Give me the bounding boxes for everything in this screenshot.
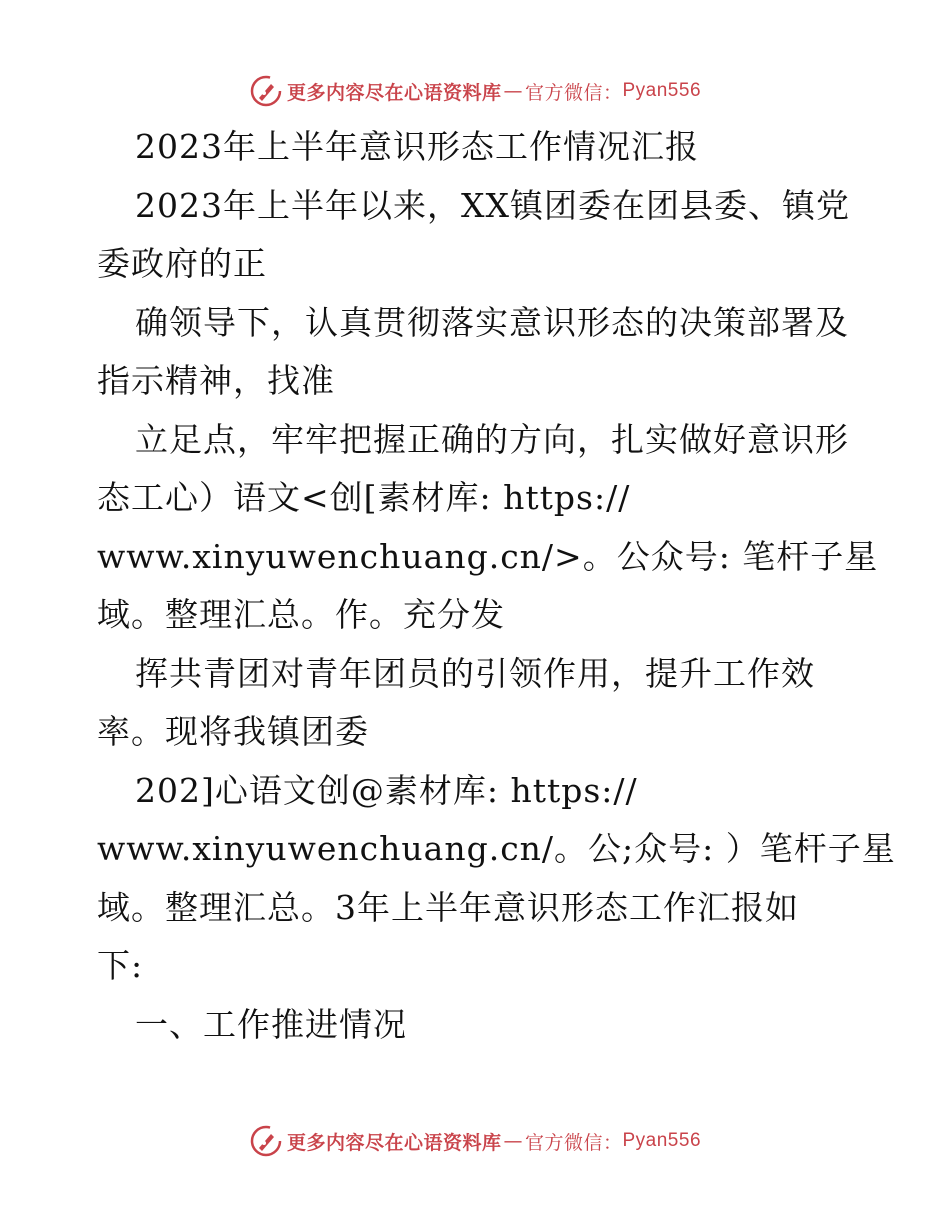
header-wechat-id: Pyan556 bbox=[622, 80, 702, 101]
body-line: 域。整理汇总。作。充分发 bbox=[97, 595, 505, 634]
body-line: 立足点，牢牢把握正确的方向，扎实做好意识形 bbox=[135, 419, 849, 459]
header-banner bbox=[0, 72, 950, 110]
pen-logo-icon bbox=[249, 1124, 283, 1158]
body-line: 指示精神，找准 bbox=[97, 361, 335, 400]
header-wechat-label: 官方微信： bbox=[524, 81, 623, 104]
body-line: www.xinyuwenchuang.cn/。公;众号: ）笔杆子星 bbox=[97, 829, 896, 868]
footer-dash: — bbox=[503, 1130, 523, 1152]
footer-banner bbox=[0, 1122, 950, 1160]
body-line: 挥共青团对青年团员的引领作用，提升工作效 bbox=[135, 653, 815, 693]
body-line: 态工心）语文<创[素材库: https:// bbox=[97, 478, 631, 517]
footer-wechat-label: 官方微信： bbox=[524, 1131, 623, 1154]
body-line: 202]心语文创@素材库: https:// bbox=[135, 770, 638, 810]
section-heading: 一、工作推进情况 bbox=[135, 1004, 407, 1044]
body-line: www.xinyuwenchuang.cn/>。公众号: 笔杆子星 bbox=[97, 536, 879, 576]
body-line: 率。现将我镇团委 bbox=[97, 712, 369, 751]
header-site-name: 更多内容尽在心语资料库 bbox=[286, 81, 502, 104]
footer-wechat-id: Pyan556 bbox=[622, 1130, 702, 1151]
header-dash: — bbox=[503, 80, 523, 102]
body-line: 下: bbox=[97, 946, 144, 985]
document-body bbox=[97, 118, 896, 1054]
body-line: 确领导下，认真贯彻落实意识形态的决策部署及 bbox=[135, 302, 849, 342]
body-line: 2023年上半年以来，XX镇团委在团县委、镇党 bbox=[135, 185, 850, 225]
body-line: 委政府的正 bbox=[97, 244, 267, 283]
document-title: 2023年上半年意识形态工作情况汇报 bbox=[135, 127, 699, 166]
pen-logo-icon bbox=[249, 74, 283, 108]
footer-site-name: 更多内容尽在心语资料库 bbox=[286, 1131, 502, 1154]
body-line: 域。整理汇总。3年上半年意识形态工作汇报如 bbox=[97, 887, 799, 927]
